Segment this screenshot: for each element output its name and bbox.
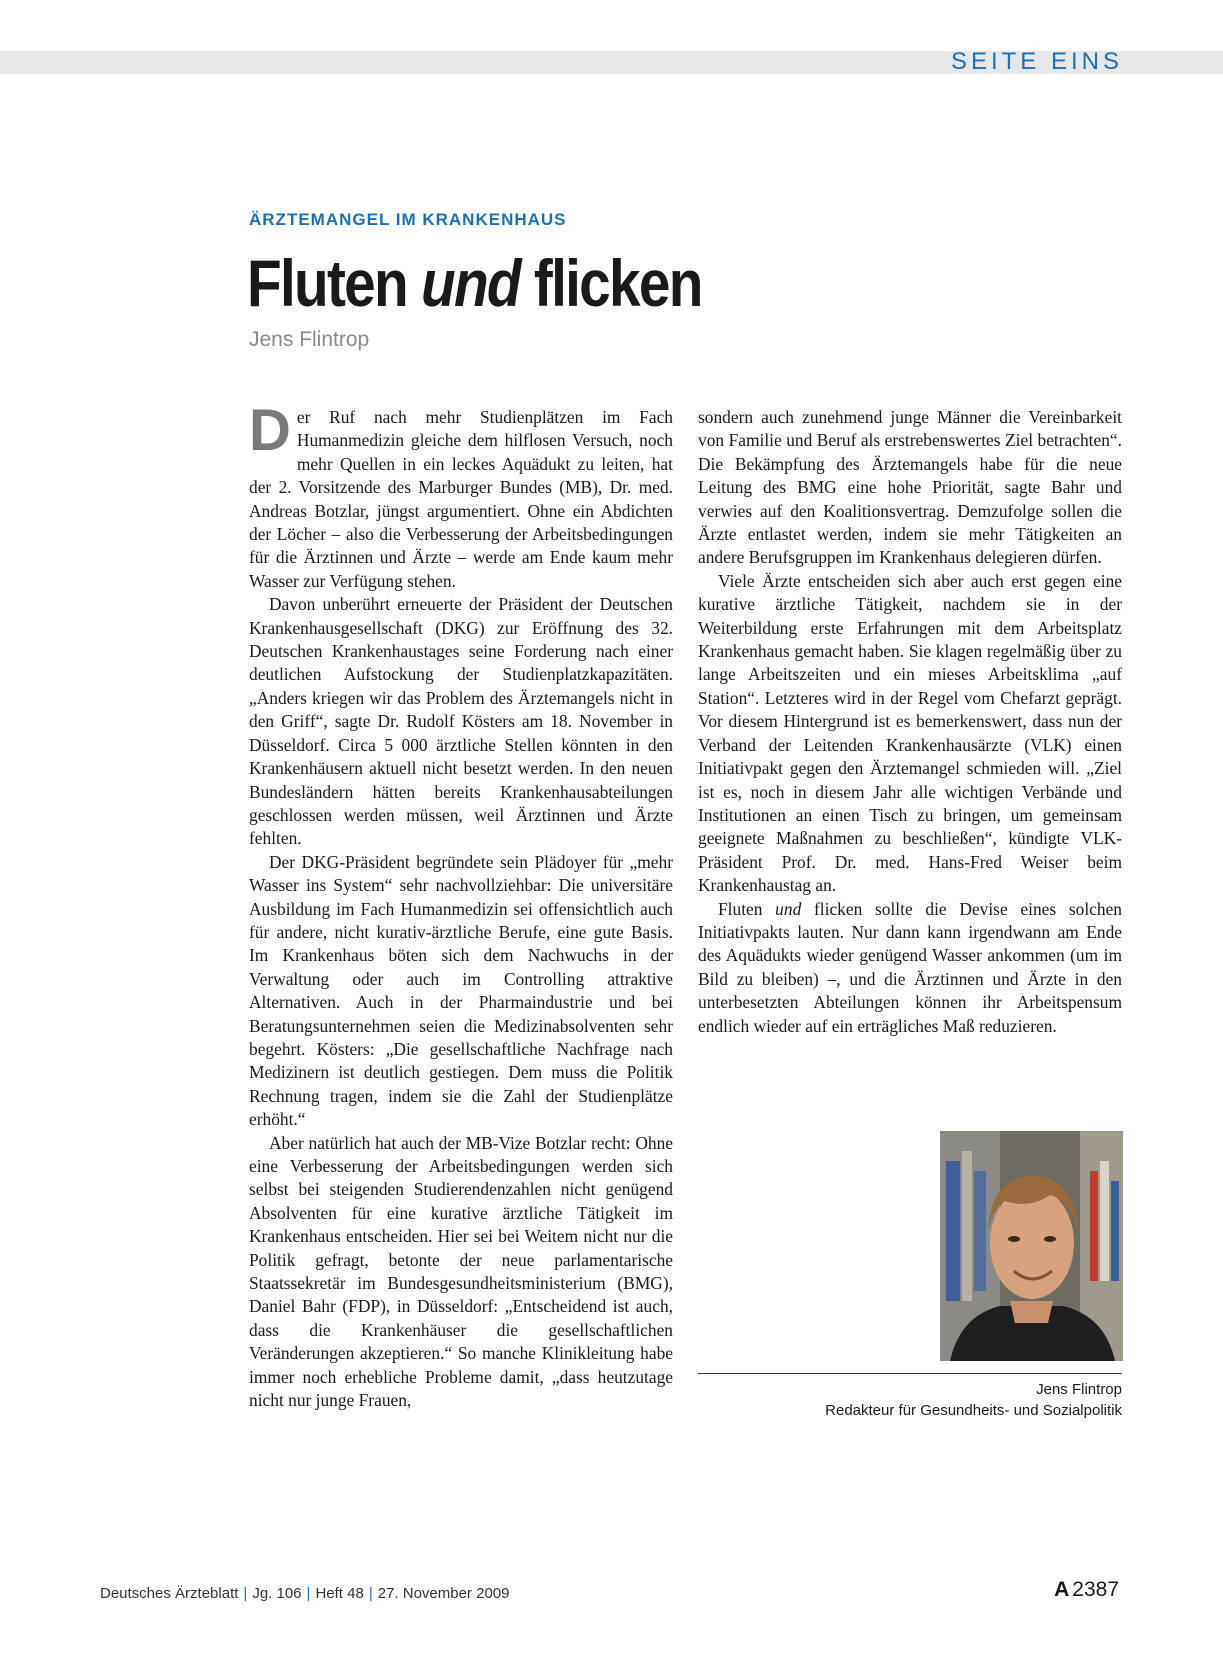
caption-rule — [698, 1373, 1122, 1374]
headline-part1: Fluten — [247, 246, 407, 320]
drop-cap: D — [249, 398, 291, 463]
photo-caption — [825, 1379, 1122, 1421]
paragraph-text: er Ruf nach mehr Studienplätzen im Fach Humanmedizin gleiche dem hilflosen Versuch, noch mehr Quellen in ein leckes Aquädukt zu leiten, hat der 2. Vorsitzende des Marburger Bundes (MB), Dr. med. Andreas Botzlar, jüngst argumentiert. Ohne ein Abdichten der Löcher – also die Verbesserung der Arbeitsbedingungen für die Ärztinnen und Ärzte – werde am Ende kaum mehr Wasser zur Verfügung stehen. — [249, 407, 673, 591]
page-number-value: 2387 — [1072, 1578, 1119, 1601]
footer-separator: | — [243, 1585, 248, 1602]
footer-publication: Deutsches Ärzteblatt — [100, 1585, 239, 1602]
text-column-left — [249, 398, 673, 1412]
paragraph: sondern auch zunehmend junge Männer die Vereinbarkeit von Familie und Beruf als erstrebenswertes Ziel betrachten“. Die Bekämpfung des Ärztemangels habe für die neue Leitung des BMG eine hohe Priorität, sagte Bahr und verwies auf den Koalitionsvertrag. Demzufolge sollen die Ärzte entlastet werden, indem sie mehr Tätigkeiten an andere Berufsgruppen im Krankenhaus delegieren dürfen. — [698, 407, 1122, 568]
portrait-image — [940, 1131, 1123, 1361]
footer-volume: Jg. 106 — [252, 1585, 302, 1602]
paragraph: Viele Ärzte entscheiden sich aber auch erst gegen eine kurative ärztliche Tätigkeit, nachdem sie in der Weiterbildung erste Erfahrungen mit dem Arbeitsplatz Krankenhaus gemacht haben. Sie klagen regelmäßig über zu lange Arbeitszeiten und ein mieses Arbeitsklima „auf Station“. Letzteres wird in der Regel vom Chefarzt geprägt. Vor diesem Hintergrund ist es bemerkenswert, dass nun der Verband der Leitenden Krankenhausärzte (VLK) einen Initiativpakt gegen den Ärztemangel schmieden will. „Ziel ist es, noch in diesem Jahr alle wichtigen Verbände und Institutionen an einen Tisch zu bringen, um gemeinsam geeignete Maßnahmen zu beschließen“, kündigte VLK-Präsident Prof. Dr. med. Hans-Fred Weiser beim Krankenhaustag an. — [698, 570, 1122, 896]
paragraph-text: flicken sollte die Devise eines solchen Initiativpakts lauten. Nur dann kann irgendwann am Ende des Aquädukts wieder genügend Wasser ankommen (um im Bild zu bleiben) –, und die Ärztinnen und Ärzte in den unterbesetzten Abteilungen können ihr Arbeitspensum endlich wieder auf ein erträgliches Maß reduzieren. — [698, 898, 1122, 1036]
paragraph-text: Fluten — [718, 898, 776, 919]
footer-separator: | — [306, 1585, 311, 1602]
page-prefix: A — [1054, 1578, 1070, 1601]
headline-italic: und — [420, 246, 520, 320]
section-label: SEITE EINS — [950, 48, 1123, 75]
paragraph — [698, 898, 1122, 1038]
footer-issue: Heft 48 — [315, 1585, 364, 1602]
article-author: Jens Flintrop — [249, 328, 370, 351]
paragraph: Davon unberührt erneuerte der Präsident der Deutschen Krankenhausgesellschaft (DKG) zur Eröffnung des 32. Deutschen Krankenhaustages seine Forderung nach einer deutlichen Aufstockung der Studienplatzkapazitäten. „Anders kriegen wir das Problem des Ärztemangels nicht in den Griff“, sagte Dr. Rudolf Kösters am 18. November in Düsseldorf. Circa 5 000 ärztliche Stellen könnten in den Krankenhäusern aktuell nicht besetzt werden. In den neuen Bundesländern hätten bereits Krankenhausabteilungen geschlossen werden müssen, weil Ärztinnen und Ärzte fehlten. — [249, 594, 673, 849]
paragraph: Der DKG-Präsident begründete sein Plädoyer für „mehr Wasser ins System“ sehr nachvollziehbar: Die universitäre Ausbildung im Fach Humanmedizin sei offensichtlich auch für andere, nicht kurativ-ärztliche Berufe, eine gute Basis. Im Krankenhaus böten sich dem Nachwuchs in der Verwaltung oder auch im Controlling attraktive Alternativen. Auch in der Pharmaindustrie und bei Beratungsunternehmen seien die Medizinabsolventen sehr begehrt. Kösters: „Die gesellschaftliche Nachfrage nach Medizinern ist deutlich gestiegen. Dem muss die Politik Rechnung tragen, indem sie die Zahl der Studienplätze erhöht.“ — [249, 851, 673, 1130]
text-column-right — [698, 406, 1122, 1038]
caption-name: Jens Flintrop — [1036, 1381, 1122, 1398]
paragraph-italic: und — [775, 898, 802, 919]
author-photo — [940, 1131, 1123, 1361]
paragraph: Aber natürlich hat auch der MB-Vize Botzlar recht: Ohne eine Verbesserung der Arbeitsbedingungen werden sich selbst bei steigenden Studierendenzahlen nicht genügend Absolventen für eine kurative ärztliche Tätigkeit im Krankenhaus entscheiden. Hier sei bei Weitem nicht nur die Politik gefragt, betonte der neue parlamentarische Staatssekretär im Bundesgesundheitsministerium (BMG), Daniel Bahr (FDP), in Düsseldorf: „Entscheidend ist auch, dass die Krankenhäuser die gesellschaftlichen Veränderungen akzeptieren.“ So manche Klinikleitung habe immer noch erhebliche Probleme damit, „dass heutzutage nicht nur junge Frauen, — [249, 1132, 673, 1411]
article-kicker: ÄRZTEMANGEL IM KRANKENHAUS — [249, 210, 567, 229]
page-number — [1054, 1578, 1119, 1602]
headline-part2: flicken — [533, 246, 702, 320]
paragraph — [249, 398, 673, 593]
footer-date: 27. November 2009 — [377, 1585, 510, 1602]
article-headline — [247, 244, 702, 322]
footer-separator: | — [368, 1585, 373, 1602]
caption-role: Redakteur für Gesundheits- und Sozialpolitik — [825, 1402, 1122, 1419]
page-footer — [100, 1585, 509, 1602]
